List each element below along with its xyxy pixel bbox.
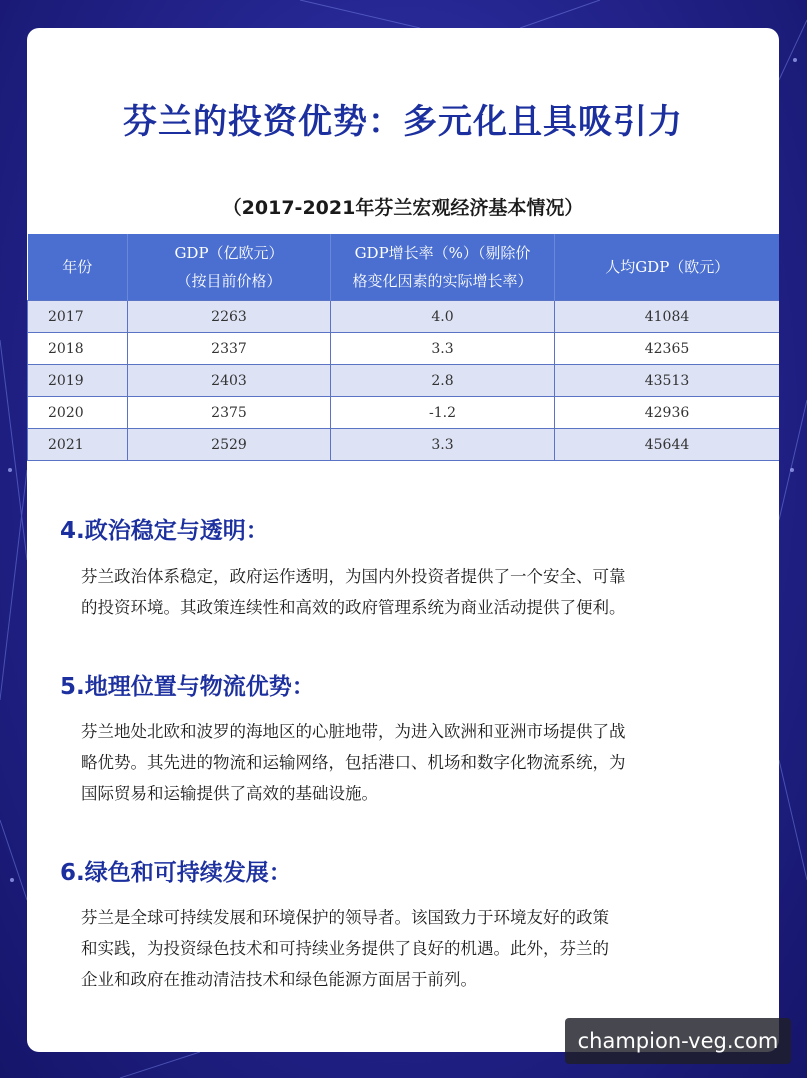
cell-per-capita: 42365 bbox=[555, 333, 780, 365]
table-header-row bbox=[28, 234, 780, 301]
cell-growth: 2.8 bbox=[331, 365, 555, 397]
cell-growth: 3.3 bbox=[331, 333, 555, 365]
cell-gdp: 2529 bbox=[128, 429, 331, 461]
section-line: 芬兰地处北欧和波罗的海地区的心脏地带，为进入欧洲和亚洲市场提供了战 bbox=[81, 722, 626, 741]
section-line: 芬兰是全球可持续发展和环境保护的领导者。该国致力于环境友好的政策 bbox=[81, 908, 609, 927]
header-growth bbox=[331, 234, 555, 301]
header-year: 年份 bbox=[28, 234, 128, 301]
cell-gdp: 2403 bbox=[128, 365, 331, 397]
cell-per-capita: 42936 bbox=[555, 397, 780, 429]
cell-year: 2021 bbox=[28, 429, 128, 461]
cell-gdp: 2375 bbox=[128, 397, 331, 429]
cell-year: 2018 bbox=[28, 333, 128, 365]
section-line: 国际贸易和运输提供了高效的基础设施。 bbox=[81, 784, 378, 803]
header-gdp-line1: GDP（亿欧元） bbox=[174, 244, 284, 262]
table-row bbox=[28, 365, 780, 397]
cell-year: 2019 bbox=[28, 365, 128, 397]
header-growth-line2: 格变化因素的实际增长率） bbox=[352, 272, 533, 290]
cell-year: 2017 bbox=[28, 301, 128, 333]
section-body-political-stability bbox=[81, 561, 731, 623]
table-row bbox=[28, 333, 780, 365]
cell-growth: 4.0 bbox=[331, 301, 555, 333]
section-line: 芬兰政治体系稳定，政府运作透明，为国内外投资者提供了一个安全、可靠 bbox=[81, 567, 626, 586]
header-growth-line1: GDP增长率（%）（剔除价 bbox=[354, 244, 531, 262]
header-gdp-line2: （按目前价格） bbox=[176, 272, 282, 290]
cell-per-capita: 45644 bbox=[555, 429, 780, 461]
section-heading-green-sustainable: 6.绿色和可持续发展： bbox=[60, 860, 292, 886]
section-line: 企业和政府在推动清洁技术和绿色能源方面居于前列。 bbox=[81, 970, 477, 989]
section-line: 和实践，为投资绿色技术和可持续业务提供了良好的机遇。此外，芬兰的 bbox=[81, 939, 609, 958]
cell-gdp: 2263 bbox=[128, 301, 331, 333]
header-gdp bbox=[128, 234, 331, 301]
cell-year: 2020 bbox=[28, 397, 128, 429]
table-caption: （2017-2021年芬兰宏观经济基本情况） bbox=[222, 197, 584, 219]
cell-per-capita: 43513 bbox=[555, 365, 780, 397]
section-line: 的投资环境。其政策连续性和高效的政府管理系统为商业活动提供了便利。 bbox=[81, 598, 626, 617]
section-heading-political-stability: 4.政治稳定与透明： bbox=[60, 518, 269, 544]
section-heading-geography-logistics: 5.地理位置与物流优势： bbox=[60, 674, 315, 700]
table-row bbox=[28, 429, 780, 461]
page-title: 芬兰的投资优势：多元化且具吸引力 bbox=[123, 102, 683, 142]
cell-growth: -1.2 bbox=[331, 397, 555, 429]
section-body-green-sustainable bbox=[81, 902, 731, 995]
cell-growth: 3.3 bbox=[331, 429, 555, 461]
watermark: champion-veg.com bbox=[565, 1018, 791, 1064]
table-row bbox=[28, 301, 780, 333]
section-body-geography-logistics bbox=[81, 716, 731, 809]
section-line: 略优势。其先进的物流和运输网络，包括港口、机场和数字化物流系统，为 bbox=[81, 753, 626, 772]
table-row bbox=[28, 397, 780, 429]
content-card bbox=[27, 28, 779, 1052]
gdp-table bbox=[27, 234, 779, 461]
cell-gdp: 2337 bbox=[128, 333, 331, 365]
header-per-capita: 人均GDP（欧元） bbox=[555, 234, 780, 301]
cell-per-capita: 41084 bbox=[555, 301, 780, 333]
